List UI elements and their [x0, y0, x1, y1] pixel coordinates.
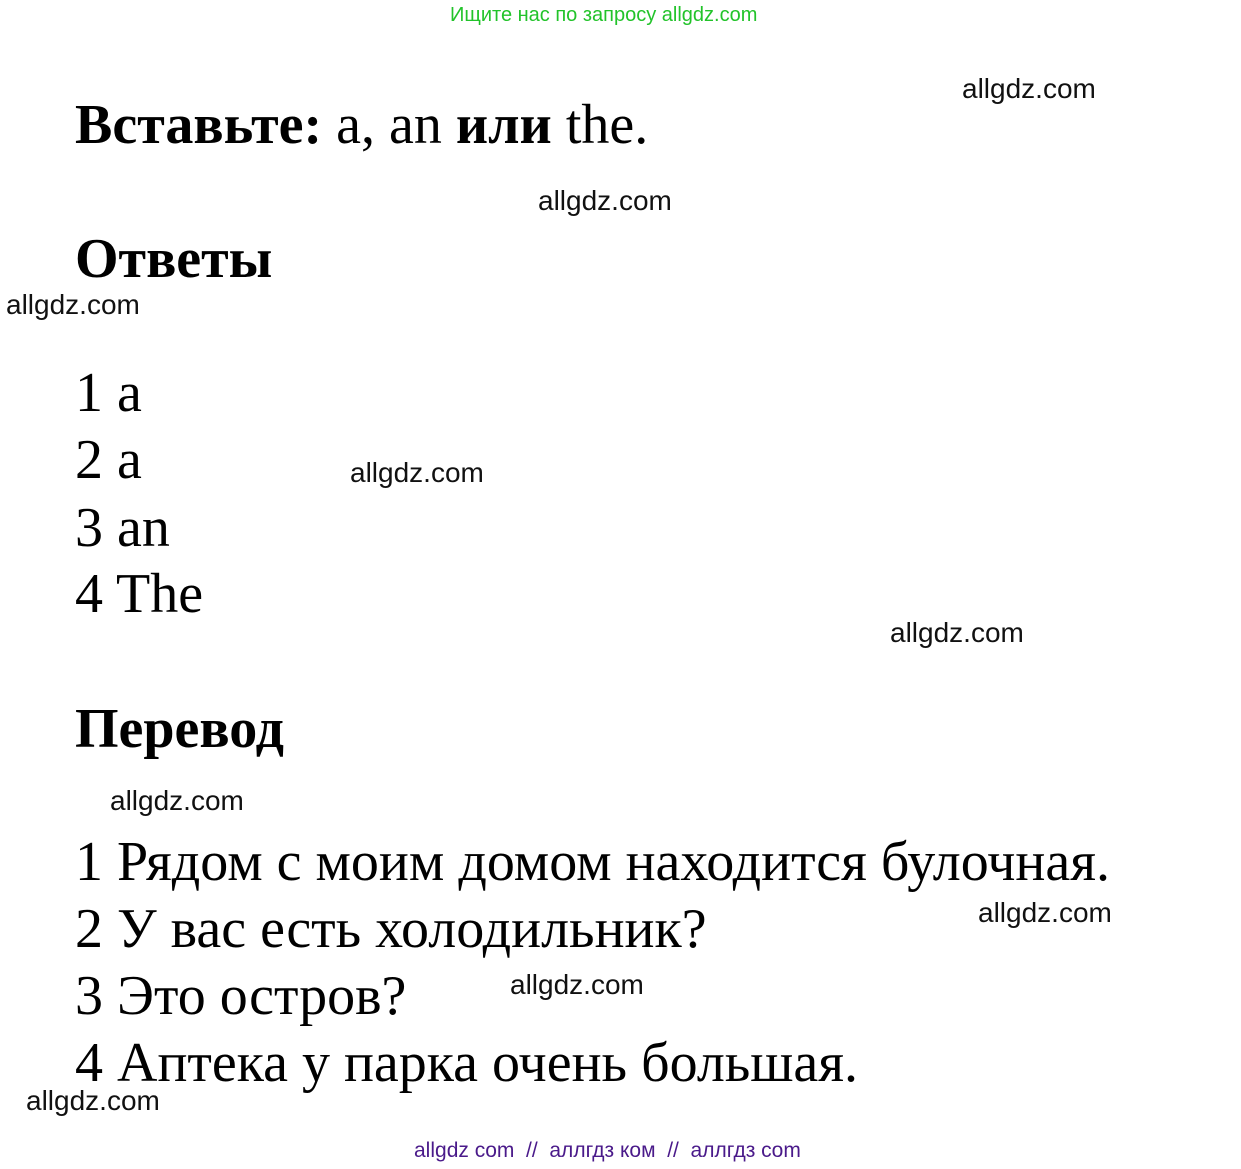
answer-2: 2 a	[75, 429, 142, 491]
translation-1: 1 Рядом с моим домом находится булочная.	[75, 831, 1111, 893]
answer-4: 4 The	[75, 563, 204, 625]
answer-1: 1 a	[75, 362, 142, 424]
task-or: или	[455, 94, 552, 156]
watermark: allgdz.com	[510, 969, 644, 1000]
translation-2: 2 У вас есть холодильник?	[75, 898, 707, 960]
watermark: allgdz.com	[962, 73, 1096, 104]
answers-heading: Ответы	[75, 228, 273, 290]
watermark: allgdz.com	[978, 897, 1112, 928]
task-label: Вставьте:	[75, 94, 323, 156]
translation-3: 3 Это остров?	[75, 965, 407, 1027]
task-title	[75, 94, 649, 156]
translation-4: 4 Аптека у парка очень большая.	[75, 1032, 859, 1094]
task-options: a, an	[336, 94, 442, 156]
watermark: allgdz.com	[26, 1085, 160, 1116]
task-last: the.	[565, 94, 649, 156]
translation-heading: Перевод	[75, 698, 284, 760]
watermark: allgdz.com	[6, 289, 140, 320]
watermark: allgdz.com	[890, 617, 1024, 648]
watermark: allgdz.com	[538, 185, 672, 216]
footer-links: allgdz com // аллгдз ком // аллгдз com	[414, 1139, 801, 1162]
watermark: allgdz.com	[110, 785, 244, 816]
answer-3: 3 an	[75, 497, 170, 559]
watermark: allgdz.com	[350, 457, 484, 488]
top-banner: Ищите нас по запросу allgdz.com	[450, 4, 758, 26]
